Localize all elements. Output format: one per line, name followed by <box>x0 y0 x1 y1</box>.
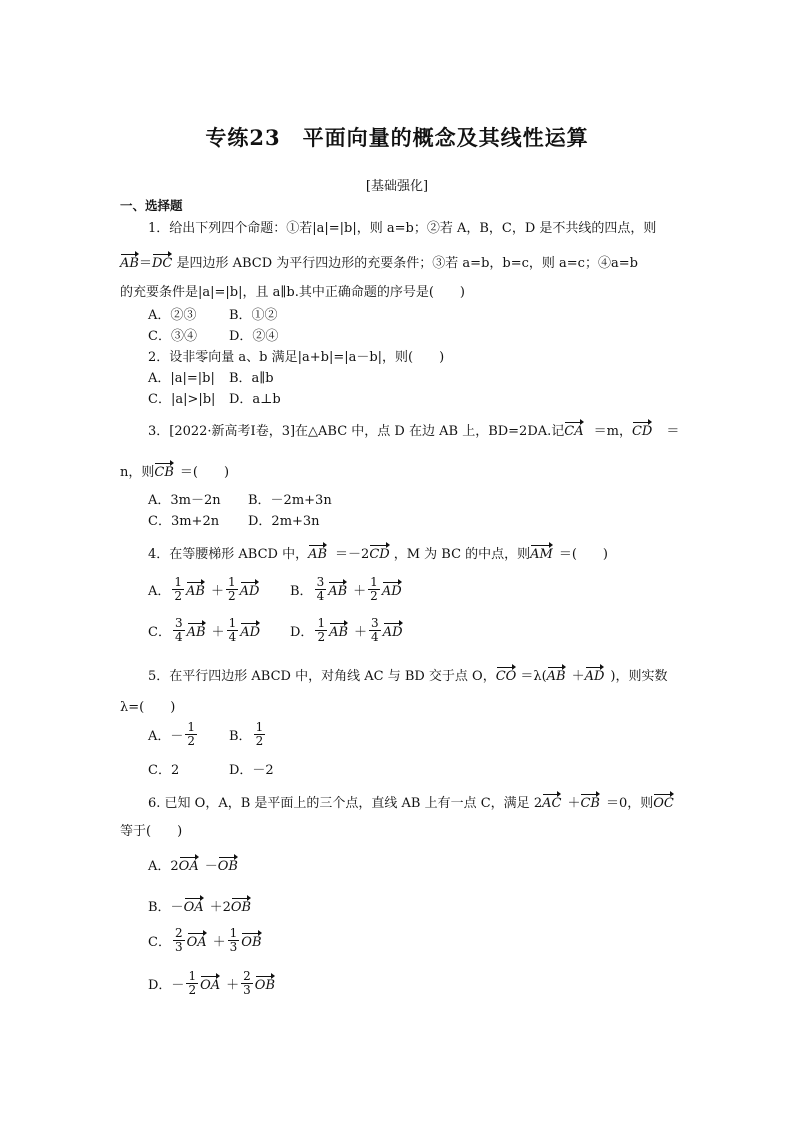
numerator: 3 <box>174 616 183 630</box>
q3-eq-end: ＝ <box>666 424 680 439</box>
numerator: 3 <box>371 616 379 630</box>
denominator: 4 <box>174 629 183 644</box>
q1-line2 <box>120 252 638 271</box>
vector-CB: CB <box>154 462 174 479</box>
fraction <box>369 617 381 643</box>
option-label: A．2 <box>148 859 179 874</box>
q3-stem-c: ＝( ) <box>179 465 230 480</box>
option-label: D．－ <box>148 977 185 993</box>
q3-option-a[interactable]: A．3m－2n <box>148 493 221 508</box>
q2-stem: 2．设非零向量 a、b 满足|a+b|=|a－b|，则( ) <box>148 350 445 365</box>
plus-sign: ＋2 <box>209 900 231 915</box>
denominator: 4 <box>228 629 237 644</box>
q5-line1 <box>148 665 668 684</box>
q5-stem-b: )，则实数 <box>610 669 668 684</box>
vector-OA: OA <box>179 856 199 873</box>
numerator: 3 <box>316 575 325 589</box>
part-heading: 一、选择题 <box>120 198 183 213</box>
numerator: 2 <box>243 969 251 983</box>
vector-AD: AD <box>240 581 260 598</box>
fraction <box>186 970 198 996</box>
vector-AB: AB <box>328 581 347 598</box>
vector-AD: AD <box>382 581 402 598</box>
vector-AB: AB <box>120 253 139 270</box>
denominator: 2 <box>370 588 378 603</box>
vector-AB: AB <box>547 666 566 683</box>
vector-AB: AB <box>187 622 206 639</box>
option-label: B．－ <box>148 900 184 915</box>
q4-option-b[interactable] <box>290 576 402 602</box>
numerator: 1 <box>228 616 237 630</box>
q3-stem-b: n，则 <box>120 465 155 480</box>
q4-stem-b: ，M 为 BC 的中点，则 <box>393 547 531 562</box>
q3-option-c[interactable]: C．3m+2n <box>148 514 220 529</box>
q6-option-c[interactable] <box>148 927 262 953</box>
q1-option-b[interactable]: B．①② <box>229 308 278 323</box>
numerator: 1 <box>370 575 378 589</box>
fraction <box>172 576 184 602</box>
option-label: D． <box>290 624 314 640</box>
q4-stem-c: ＝( ) <box>558 547 609 562</box>
q6-option-a[interactable] <box>148 855 238 874</box>
fraction <box>226 576 238 602</box>
vector-OB: OB <box>241 932 261 949</box>
fraction <box>241 970 253 996</box>
plus-sign: ＋ <box>210 583 224 599</box>
vector-AB: AB <box>329 622 348 639</box>
q1-option-a[interactable]: A．②③ <box>148 308 197 323</box>
fraction <box>228 927 240 953</box>
numerator: 1 <box>229 926 238 940</box>
numerator: 2 <box>174 926 183 940</box>
q3-option-d[interactable]: D．2m+3n <box>248 514 320 529</box>
q4-option-d[interactable] <box>290 617 403 643</box>
vector-OB: OB <box>218 856 238 873</box>
denominator: 2 <box>188 982 197 997</box>
q1-option-d[interactable]: D．②④ <box>229 329 279 344</box>
vector-CB: CB <box>580 793 600 810</box>
q5-option-a[interactable] <box>148 721 199 747</box>
minus-sign: － <box>204 859 218 874</box>
q1-option-c[interactable]: C．③④ <box>148 329 197 344</box>
q5-plus: ＋ <box>571 669 585 684</box>
q5-line2: λ=( ) <box>120 700 176 715</box>
q5-option-b[interactable] <box>229 721 267 747</box>
vector-CO: CO <box>496 666 517 683</box>
option-label: B． <box>229 728 252 744</box>
q2-option-b[interactable]: B．a∥b <box>229 371 274 386</box>
q1-line2-rest: 是四边形 ABCD 为平行四边形的充要条件；③若 a=b，b=c，则 a=c；④a=b <box>172 256 638 271</box>
fraction <box>185 721 197 747</box>
denominator: 2 <box>228 588 236 603</box>
q2-option-a[interactable]: A．|a|=|b| <box>148 371 215 386</box>
denominator: 4 <box>371 629 379 644</box>
vector-CD: CD <box>369 544 389 561</box>
q3-stem-a: 3．[2022·新高考Ⅰ卷，3]在△ABC 中，点 D 在边 AB 上，BD=2DA.记 <box>148 424 565 439</box>
q1-eq: ＝ <box>138 256 152 271</box>
vector-OA: OA <box>184 897 204 914</box>
vector-OA: OA <box>187 932 207 949</box>
q4-option-c[interactable] <box>148 617 260 643</box>
q6-stem-b: ＝0，则 <box>605 796 654 811</box>
q6-stem-a: 6. 已知 O，A，B 是平面上的三个点，直线 AB 上有一点 C，满足 2 <box>148 796 543 811</box>
q5-stem-a: 5．在平行四边形 ABCD 中，对角线 AC 与 BD 交于点 O， <box>148 669 496 684</box>
vector-AD: AD <box>585 666 605 683</box>
q3-option-b[interactable]: B．－2m+3n <box>248 493 332 508</box>
q4-stem <box>148 543 608 562</box>
fraction <box>368 576 380 602</box>
q2-option-d[interactable]: D．a⊥b <box>229 392 281 407</box>
vector-AM: AM <box>530 544 553 561</box>
q6-option-d[interactable] <box>148 970 275 996</box>
numerator: 1 <box>188 969 197 983</box>
plus-sign: ＋ <box>353 583 367 599</box>
vector-OC: OC <box>653 793 674 810</box>
denominator: 3 <box>243 982 251 997</box>
vector-AB: AB <box>186 581 205 598</box>
option-label: A． <box>148 583 171 599</box>
numerator: 1 <box>255 720 264 734</box>
plus-sign: ＋ <box>226 977 240 993</box>
denominator: 2 <box>174 588 183 603</box>
numerator: 1 <box>174 575 183 589</box>
q6-line2: 等于( ) <box>120 824 183 839</box>
page-title: 专练23 平面向量的概念及其线性运算 <box>205 125 589 150</box>
q2-option-c[interactable]: C．|a|>|b| <box>148 392 216 407</box>
q5-option-d[interactable]: D．－2 <box>229 763 274 778</box>
q3-eq-m: ＝m， <box>593 424 632 439</box>
denominator: 3 <box>174 939 183 954</box>
q3-line1 <box>148 420 679 439</box>
fraction <box>315 617 327 643</box>
denominator: 4 <box>316 588 325 603</box>
numerator: 1 <box>187 720 196 734</box>
q1-line3: 的充要条件是|a|=|b|，且 a∥b.其中正确命题的序号是( ) <box>120 285 465 300</box>
denominator: 2 <box>187 733 196 748</box>
plus-sign: ＋ <box>354 624 368 640</box>
q6-option-b[interactable] <box>148 896 251 915</box>
denominator: 2 <box>255 733 264 748</box>
vector-AC: AC <box>542 793 561 810</box>
option-label: C． <box>148 624 171 640</box>
section-label: [基础强化] <box>365 179 429 194</box>
option-label: B． <box>290 583 313 599</box>
plus-sign: ＋ <box>212 934 226 950</box>
plus-sign: ＋ <box>211 624 225 640</box>
vector-OB: OB <box>231 897 251 914</box>
fraction <box>315 576 327 602</box>
fraction <box>173 617 185 643</box>
numerator: 1 <box>228 575 236 589</box>
q5-mid: ＝λ( <box>520 669 547 684</box>
q5-option-c[interactable]: C．2 <box>148 763 180 778</box>
vector-CD: CD <box>632 421 652 438</box>
option-label: A．－ <box>148 728 184 744</box>
vector-DC: DC <box>152 253 172 270</box>
vector-AB: AB <box>308 544 327 561</box>
vector-AD: AD <box>240 622 260 639</box>
q6-line1 <box>120 792 674 811</box>
numerator: 1 <box>317 616 326 630</box>
q4-stem-a: 4．在等腰梯形 ABCD 中， <box>148 547 309 562</box>
vector-OA: OA <box>200 975 220 992</box>
denominator: 2 <box>317 629 326 644</box>
vector-OB: OB <box>255 975 275 992</box>
q6-plus: ＋ <box>567 796 581 811</box>
q1-line1: 1．给出下列四个命题：①若|a|=|b|，则 a=b；②若 A，B，C，D 是不共线的四点，则 <box>148 221 657 236</box>
vector-AD: AD <box>383 622 403 639</box>
vector-CA: CA <box>564 421 583 438</box>
q4-mid: ＝－2 <box>335 547 370 562</box>
denominator: 3 <box>229 939 238 954</box>
fraction <box>227 617 239 643</box>
q3-line2 <box>120 461 229 480</box>
q4-option-a[interactable] <box>148 576 259 602</box>
fraction <box>254 721 266 747</box>
fraction <box>173 927 185 953</box>
option-label: C． <box>148 934 171 950</box>
